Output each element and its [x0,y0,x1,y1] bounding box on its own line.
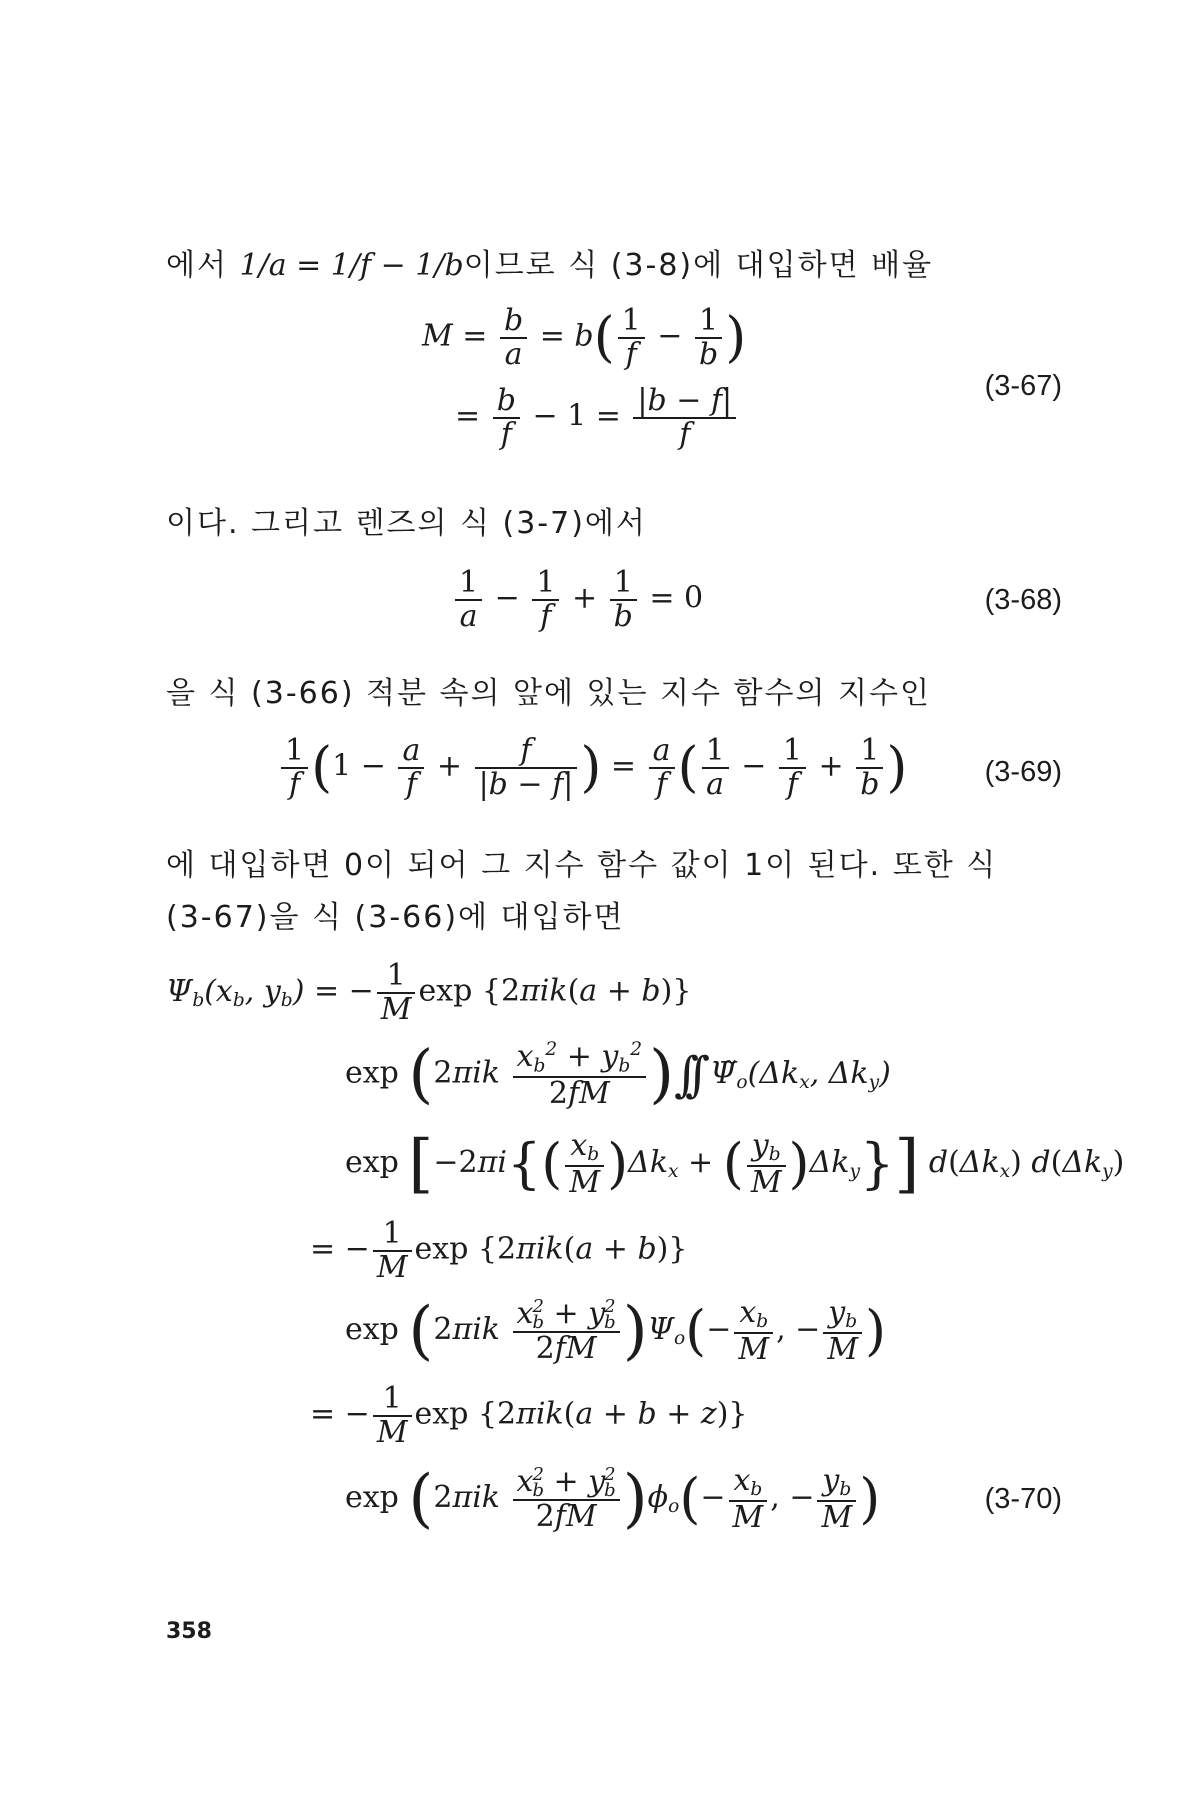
equation-3-70-line-5: exp (2πik x 2 b + y 2 b 2fM )$\Psi_o(-$ $\frac{x_b}{M}$ , − $\frac{y_b}{M}$ ) [345,1294,887,1369]
page-number: 358 [166,1619,212,1644]
paragraph-1 [166,240,933,284]
paragraph-4-line-1: 에 대입하면 0이 되어 그 지수 함수 값이 1이 된다. 또한 식 [166,848,998,883]
paragraph-2: 이다. 그리고 렌즈의 식 (3-7)에서 [166,506,647,541]
paragraph-3: 을 식 (3-66) 적분 속의 앞에 있는 지수 함수의 지수인 [166,676,931,711]
equation-3-69: $\frac{1}{f}$ (1 − $\frac{a}{f}$ + $\frac{f}{|b - f|}$ ) = $\frac{a}{f}$ ( $\frac{1}{a}$ − $\frac{1}{f}$ + $\frac{1}{b}$ ) [278,735,908,800]
equation-3-70-line-6: = − $\frac{1}{M}$ exp {2πik(a + b + z)} [310,1381,748,1450]
equation-3-67-line-1: M = $\frac{b}{a}$ = b( $\frac{1}{f}$ − $\frac{1}{b}$ ) [422,303,747,372]
equation-3-70-line-1: $\Psi_b(x_b$, $y_b$) = − $\frac{1}{M}$ exp {2πik(a + b)} [166,958,692,1027]
paragraph-4-line-2: (3-67)을 식 (3-66)에 대입하면 [166,900,625,935]
equation-3-70-line-2: exp (2πik $\frac{x_b^2 + y_b^2}{2fM}$ )∫∫ $\Psĩ_o(\Delta k_x$, $\Delta k_y$) [345,1037,891,1112]
equation-3-68: $\frac{1}{a}$ − $\frac{1}{f}$ + $\frac{1}{b}$ = 0 [452,567,703,632]
equation-number: (3-70) [984,1483,1062,1515]
equation-number: (3-67) [984,370,1062,402]
paragraph-1-prefix: 에서 [166,248,228,283]
equation-3-70-line-7: exp (2πik x 2 b + y 2 b 2fM )$\phi_o(-$ $\frac{x_b}{M}$ , − $\frac{y_b}{M}$ ) [345,1462,881,1537]
equation-3-70-line-3: exp [−2πi{( $\frac{x_b}{M}$ )$\Delta k_x$ + ( $\frac{y_b}{M}$ )$\Delta k_y$}] $d(\Delta k_x)$ $d(\Delta k_y)$ [345,1127,1125,1202]
paragraph-1-math: 1/a = 1/f − 1/b [239,248,464,283]
equation-number: (3-68) [984,584,1062,616]
equation-3-67-line-2: = $\frac{b}{f}$ − 1 = $\frac{|b - f|}{f}$ [455,385,739,450]
paragraph-1-suffix: 이므로 식 (3-8)에 대입하면 배율 [463,248,934,283]
equation-3-70-line-4: = − $\frac{1}{M}$ exp {2πik(a + b)} [310,1216,688,1285]
equation-number: (3-69) [984,756,1062,788]
